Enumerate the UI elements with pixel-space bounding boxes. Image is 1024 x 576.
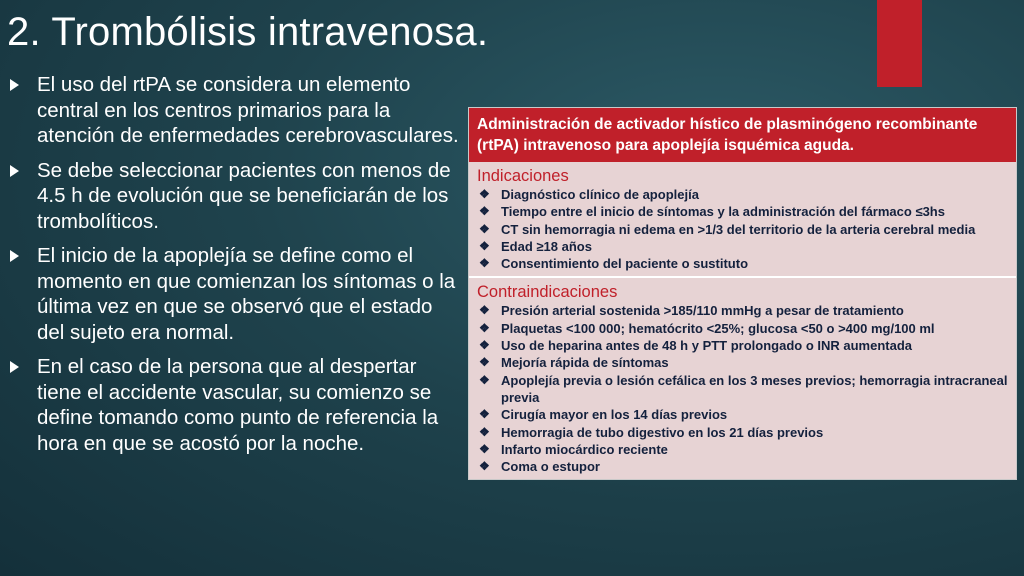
rtpa-table [468,107,1017,480]
bullet-text: El inicio de la apoplejía se define como el momento en que comienzan los síntomas o la última vez en que se observó que el estado del sujeto era normal. [37,244,456,344]
diamond-clover-icon: ❖ [479,320,490,335]
list-item [477,320,1008,337]
list-item [477,406,1008,423]
list-item-text: Coma o estupor [501,459,600,475]
bullet-item [8,72,463,149]
bullet-text: Se debe seleccionar pacientes con menos de 4.5 h de evolución que se beneficiarán de los trombolíticos. [37,158,451,233]
bullet-item [8,158,463,235]
diamond-clover-icon: ❖ [479,187,490,201]
bullet-item [8,243,463,345]
list-item-text: Infarto miocárdico reciente [501,441,668,457]
triangle-right-icon [10,361,19,373]
list-item-text: Tiempo entre el inicio de síntomas y la administración del fármaco ≤3hs [501,204,945,220]
slide-title: 2. Trombólisis intravenosa. [7,10,489,54]
triangle-right-icon [10,79,19,91]
diamond-clover-icon: ❖ [479,338,490,353]
list-item [477,238,1008,255]
list-item-text: Cirugía mayor en los 14 días previos [501,407,728,423]
indicaciones-title: Indicaciones [477,167,569,185]
bullet-item [8,354,463,456]
list-item [477,255,1008,272]
triangle-right-icon [10,250,19,262]
list-item [477,424,1008,441]
list-item-text: CT sin hemorragia ni edema en >1/3 del territorio de la arteria cerebral media [501,221,976,237]
list-item-text: Hemorragia de tubo digestivo en los 21 días previos [501,424,824,440]
list-item-text: Apoplejía previa o lesión cefálica en los 3 meses previos; hemorragia intracraneal previa [501,372,1008,405]
list-item-text: Presión arterial sostenida >185/110 mmHg a pesar de tratamiento [501,303,904,319]
list-item [477,441,1008,458]
table-header: Administración de activador hístico de plasminógeno recombinante (rtPA) intravenoso para apoplejía isquémica aguda. [469,108,1016,162]
list-item [477,354,1008,371]
list-item [477,186,1008,203]
list-item-text: Diagnóstico clínico de apoplejía [501,187,699,202]
contraindicaciones-list [477,302,1008,475]
diamond-clover-icon: ❖ [479,441,490,456]
diamond-clover-icon: ❖ [479,459,490,474]
indicaciones-section [469,162,1016,276]
list-item [477,458,1008,475]
bullet-list [8,72,463,465]
diamond-clover-icon: ❖ [479,372,490,387]
list-item [477,302,1008,319]
contraindicaciones-title: Contraindicaciones [477,283,618,302]
diamond-clover-icon: ❖ [479,355,490,370]
bullet-text: En el caso de la persona que al despertar tiene el accidente vascular, su comienzo se define tomando como punto de referencia la hora en que se acostó por la noche. [37,355,439,455]
diamond-clover-icon: ❖ [479,204,490,219]
list-item-text: Edad ≥18 años [501,238,592,254]
list-item [477,372,1008,407]
diamond-clover-icon: ❖ [479,424,490,439]
list-item-text: Consentimiento del paciente o sustituto [501,256,749,272]
indicaciones-list [477,186,1008,272]
contraindicaciones-section [469,276,1016,479]
diamond-clover-icon: ❖ [479,407,490,422]
list-item-text: Mejoría rápida de síntomas [501,355,669,371]
list-item [477,221,1008,238]
list-item [477,337,1008,354]
list-item-text: Uso de heparina antes de 48 h y PTT prolongado o INR aumentada [501,338,913,354]
accent-bar [877,0,922,87]
diamond-clover-icon: ❖ [479,256,490,271]
diamond-clover-icon: ❖ [479,238,490,253]
bullet-text: El uso del rtPA se considera un elemento central en los centros primarios para la atención de enfermedades cerebrovasculares. [37,73,459,147]
diamond-clover-icon: ❖ [479,303,490,318]
diamond-clover-icon: ❖ [479,221,490,236]
triangle-right-icon [10,165,19,177]
list-item [477,203,1008,220]
list-item-text: Plaquetas <100 000; hematócrito <25%; glucosa <50 o >400 mg/100 ml [501,320,935,336]
